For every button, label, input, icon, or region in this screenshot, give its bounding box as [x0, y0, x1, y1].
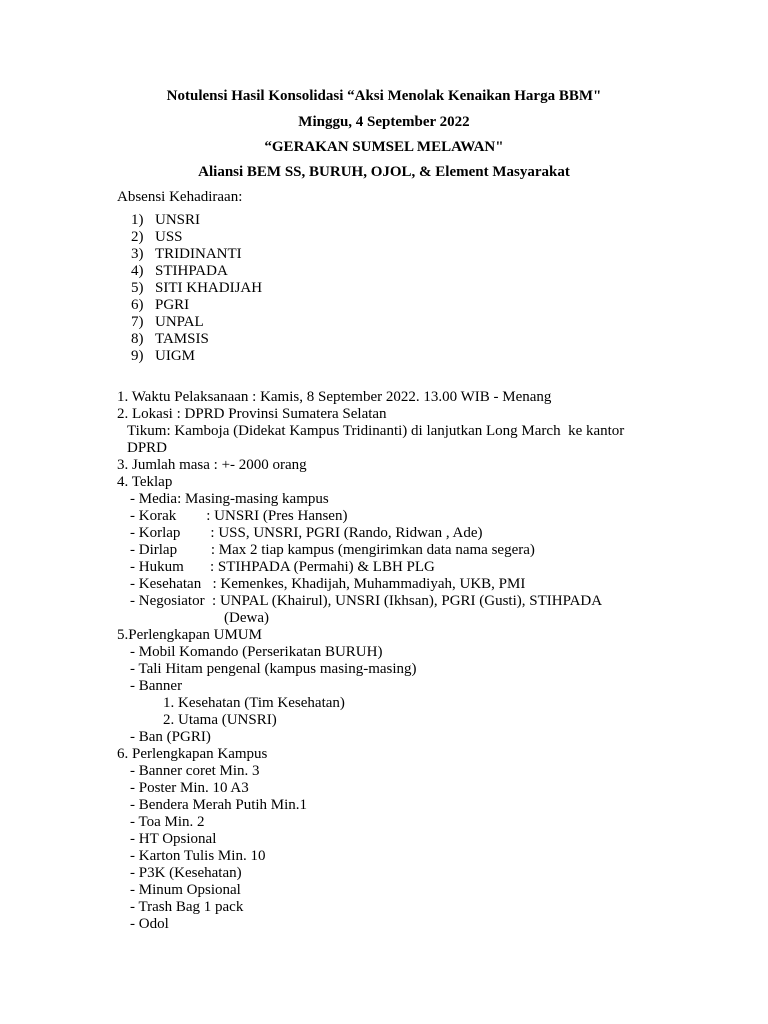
list-item-number: 3) — [131, 246, 144, 262]
notes-line: - Negosiator : UNPAL (Khairul), UNSRI (Ikhsan), PGRI (Gusti), STIHPADA — [130, 593, 603, 609]
notes-line: - Bendera Merah Putih Min.1 — [130, 797, 308, 813]
list-item: UIGM — [155, 348, 195, 364]
list-item-number: 5) — [131, 280, 144, 296]
notes-line: 3. Jumlah masa : +- 2000 orang — [117, 457, 307, 473]
notes-line: - Mobil Komando (Perserikatan BURUH) — [130, 644, 383, 660]
list-item: TRIDINANTI — [155, 246, 242, 262]
absensi-heading: Absensi Kehadiraan: — [117, 189, 243, 205]
list-item: UNSRI — [155, 212, 201, 228]
notes-line: - Korak : UNSRI (Pres Hansen) — [130, 508, 348, 524]
notes-line: - Hukum : STIHPADA (Permahi) & LBH PLG — [130, 559, 435, 575]
alliance-name: Aliansi BEM SS, BURUH, OJOL, & Element Masyarakat — [198, 164, 570, 180]
notes-line: - Trash Bag 1 pack — [130, 899, 244, 915]
list-item-number: 7) — [131, 314, 144, 330]
notes-line: - Minum Opsional — [130, 882, 241, 898]
list-item: UNPAL — [155, 314, 204, 330]
list-item: PGRI — [155, 297, 190, 313]
list-item-number: 2) — [131, 229, 144, 245]
notes-line: 2. Lokasi : DPRD Provinsi Sumatera Selatan — [117, 406, 387, 422]
notes-line: - Poster Min. 10 A3 — [130, 780, 249, 796]
notes-line: - Banner coret Min. 3 — [130, 763, 260, 779]
list-item: TAMSIS — [155, 331, 209, 347]
notes-line: - HT Opsional — [130, 831, 217, 847]
notes-line: - Karton Tulis Min. 10 — [130, 848, 266, 864]
list-item-number: 9) — [131, 348, 144, 364]
list-item-number: 6) — [131, 297, 144, 313]
notes-line: - Kesehatan : Kemenkes, Khadijah, Muhammadiyah, UKB, PMI — [130, 576, 526, 592]
document-title: Notulensi Hasil Konsolidasi “Aksi Menolak Kenaikan Harga BBM" — [166, 88, 602, 104]
notes-line: - Media: Masing-masing kampus — [130, 491, 329, 507]
notes-line: - Tali Hitam pengenal (kampus masing-masing) — [130, 661, 417, 677]
notes-line: 5.Perlengkapan UMUM — [117, 627, 262, 643]
notes-line: 1. Kesehatan (Tim Kesehatan) — [163, 695, 345, 711]
movement-name: “GERAKAN SUMSEL MELAWAN" — [264, 139, 504, 155]
notes-line: - Ban (PGRI) — [130, 729, 211, 745]
list-item-number: 1) — [131, 212, 144, 228]
notes-line: 6. Perlengkapan Kampus — [117, 746, 268, 762]
list-item-number: 8) — [131, 331, 144, 347]
notes-line: (Dewa) — [224, 610, 269, 626]
list-item: STIHPADA — [155, 263, 228, 279]
notes-line: 2. Utama (UNSRI) — [163, 712, 277, 728]
notes-line: - Banner — [130, 678, 183, 694]
list-item-number: 4) — [131, 263, 144, 279]
notes-line: - Toa Min. 2 — [130, 814, 205, 830]
notes-line: - Korlap : USS, UNSRI, PGRI (Rando, Ridwan , Ade) — [130, 525, 483, 541]
notes-line: - Odol — [130, 916, 169, 932]
notes-line: 1. Waktu Pelaksanaan : Kamis, 8 September 2022. 13.00 WIB - Menang — [117, 389, 552, 405]
notes-line: - Dirlap : Max 2 tiap kampus (mengirimkan data nama segera) — [130, 542, 535, 558]
list-item: SITI KHADIJAH — [155, 280, 263, 296]
notes-line: DPRD — [127, 440, 168, 456]
list-item: USS — [155, 229, 183, 245]
notes-line: 4. Teklap — [117, 474, 173, 490]
notes-line: - P3K (Kesehatan) — [130, 865, 242, 881]
document-date: Minggu, 4 September 2022 — [298, 114, 470, 130]
notes-line: Tikum: Kamboja (Didekat Kampus Tridinanti) di lanjutkan Long March ke kantor — [127, 423, 625, 439]
